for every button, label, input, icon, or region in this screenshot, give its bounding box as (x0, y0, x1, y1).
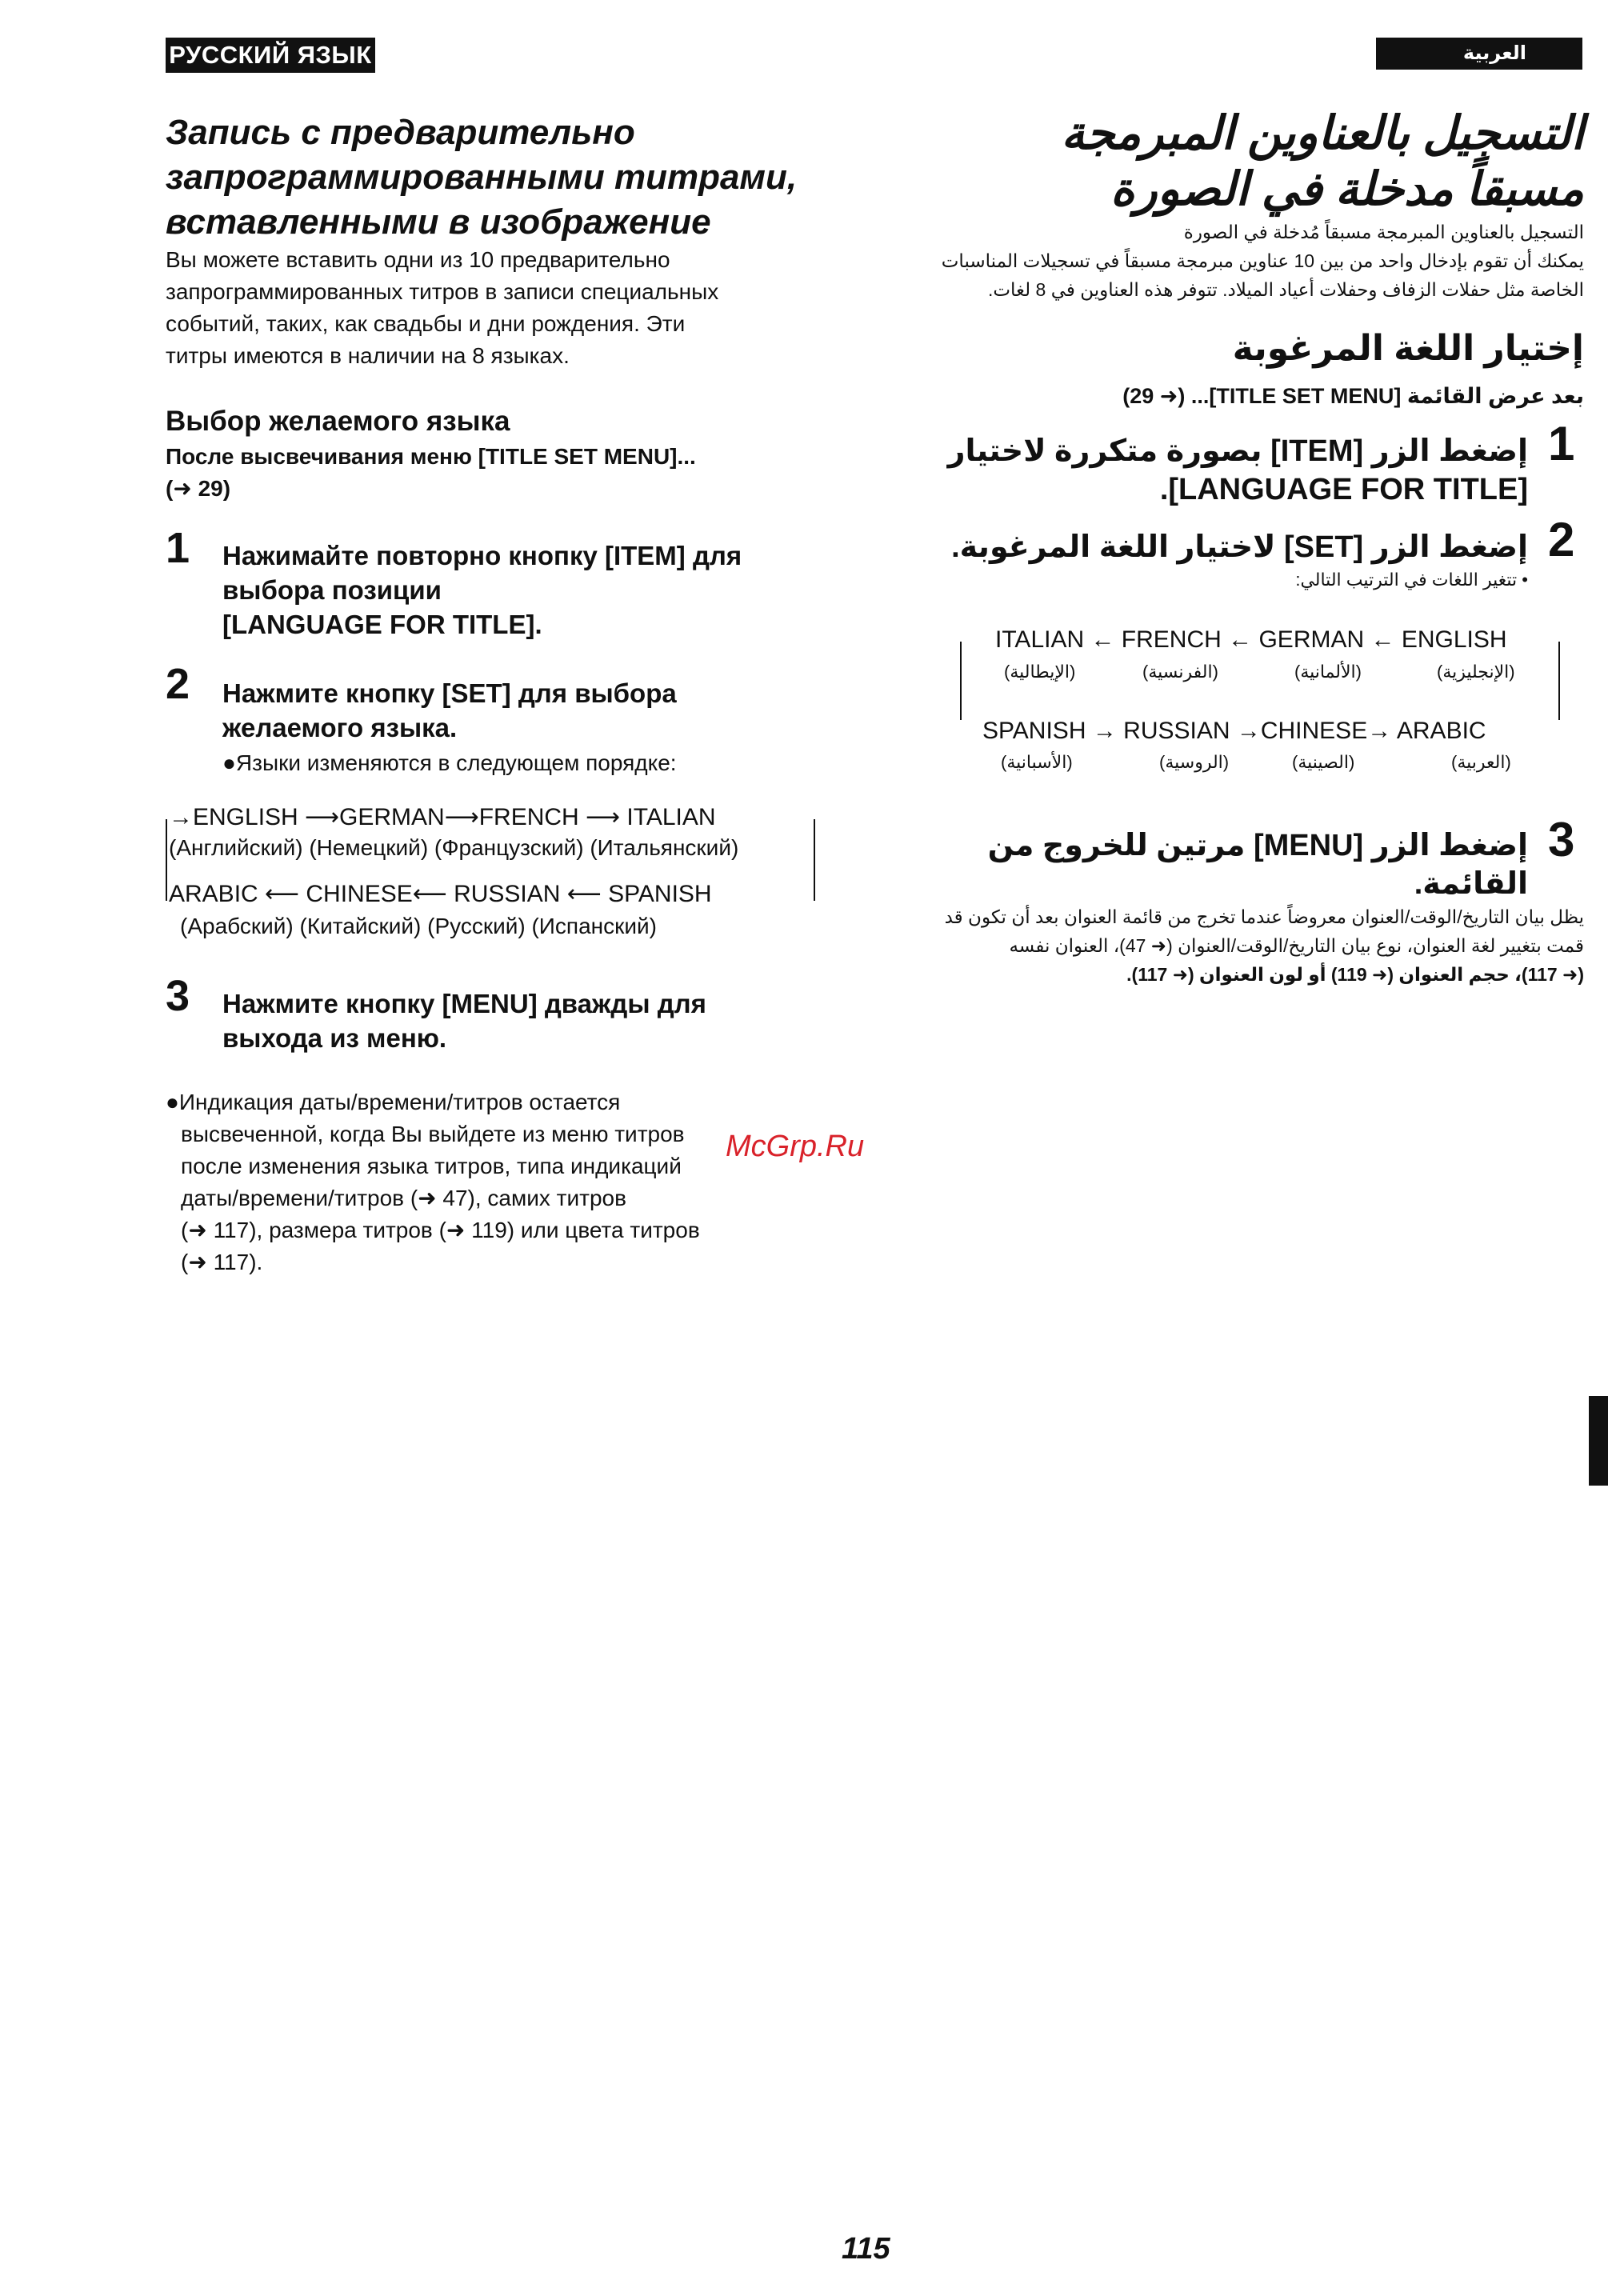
arabic-note (880, 902, 1584, 989)
intro-line: событий, таких, как свадьбы и дни рождения. Эти (166, 311, 686, 336)
intro-line: Вы можете вставить одни из 10 предварительно (166, 247, 670, 272)
diagram-row-1: →ENGLISH ⟶GERMAN⟶FRENCH ⟶ ITALIAN (169, 804, 716, 830)
diagram-row-1-translation: (Английский) (Немецкий) (Французский) (Итальянский) (169, 835, 739, 860)
note-line: يظل بيان التاريخ/الوقت/العنوان معروضاً عندما تخرج من قائمة العنوان بعد أن تكون قد (944, 906, 1584, 927)
step-1-text (222, 538, 846, 642)
diagram-row-1-translation: (الإنجليزية) (1437, 662, 1515, 682)
title-line: запрограммированными титрами, (166, 158, 798, 197)
subtitle-line: (➜ 29) (166, 476, 231, 501)
arabic-language-cycle-diagram (960, 624, 1562, 772)
step-line: выхода из меню. (222, 1023, 447, 1053)
step-line: [LANGUAGE FOR TITLE]. (1159, 473, 1528, 506)
diagram-row-2-translation: (الصينية) (1292, 752, 1355, 772)
note-line: даты/времени/титров (➜ 47), самих титров (181, 1186, 626, 1210)
step-line: إضغط الزر [MENU] مرتين للخروج من القائمة. (987, 829, 1528, 901)
title-line: التسجيل بالعناوين المبرمجة (1061, 107, 1584, 159)
intro-line: التسجيل بالعناوين المبرمجة مسبقاً مُدخلة في الصورة (1183, 222, 1584, 242)
note-line: (➜ 117)، حجم العنوان (➜ 119) أو لون العنوان (➜ 117). (1126, 964, 1584, 985)
russian-intro (166, 244, 854, 372)
page-edge-tab (1589, 1396, 1608, 1486)
note-line: (➜ 117), размера титров (➜ 119) или цвета титров (181, 1218, 700, 1242)
step-line: [LANGUAGE FOR TITLE]. (222, 610, 542, 639)
step-line: желаемого языка. (222, 713, 458, 742)
note-line: قمت بتغيير لغة العنوان، نوع بيان التاريخ/الوقت/العنوان (➜ 47)، العنوان نفسه (1009, 935, 1584, 956)
watermark: McGrp.Ru (726, 1130, 865, 1163)
step-1-number: 1 (166, 524, 190, 572)
diagram-row-1-translation: (الفرنسية) (1142, 662, 1218, 682)
step-3-number: 3 (166, 972, 190, 1020)
diagram-left-bracket (960, 642, 962, 720)
title-line: مسبقاً مدخلة في الصورة (1110, 163, 1584, 215)
arabic-step-3-number: 3 (1548, 813, 1575, 866)
note-line: ●Индикация даты/времени/титров остается (166, 1090, 621, 1114)
intro-line: يمكنك أن تقوم بإدخال واحد من بين 10 عناوين مبرمجة مسبقاً في تسجيلات المناسبات (941, 250, 1584, 271)
step-2-number: 2 (166, 660, 190, 708)
step-line: Нажмите кнопку [MENU] дважды для (222, 989, 706, 1018)
arabic-section-subtitle: بعد عرض القائمة [TITLE SET MENU]... (➜ 29) (1122, 384, 1584, 408)
arabic-intro (864, 218, 1584, 304)
step-line: Нажимайте повторно кнопку [ITEM] для (222, 541, 742, 570)
step-2-note: ●Языки изменяются в следующем порядке: (222, 750, 677, 775)
diagram-left-bracket (166, 819, 167, 901)
russian-language-cycle-diagram (166, 802, 818, 938)
arabic-step-1-text (872, 432, 1528, 509)
note-line: (➜ 117). (181, 1250, 263, 1274)
step-line: إضغط الزر [SET] لاختيار اللغة المرغوبة. (951, 530, 1528, 564)
arabic-step-1-number: 1 (1548, 417, 1575, 470)
arabic-language-tab: العربية (1376, 38, 1582, 70)
title-line: вставленными в изображение (166, 202, 711, 242)
note-line: после изменения языка титров, типа индикаций (181, 1154, 682, 1178)
arabic-step-2-number: 2 (1548, 513, 1575, 566)
note-line: высвеченной, когда Вы выйдете из меню титров (181, 1122, 685, 1146)
arabic-step-2-text (872, 528, 1528, 566)
diagram-row-2-translation: (العربية) (1451, 752, 1511, 772)
step-3-text (222, 986, 846, 1055)
diagram-row-2: SPANISH → RUSSIAN →CHINESE→ ARABIC (982, 718, 1486, 744)
step-2-text (222, 676, 846, 745)
subtitle-line: После высвечивания меню [TITLE SET MENU]... (166, 444, 696, 469)
arabic-title (864, 106, 1584, 218)
intro-line: الخاصة مثل حفلات الزفاف وحفلات أعياد الميلاد. تتوفر هذه العناوين في 8 لغات. (987, 279, 1584, 300)
diagram-row-1-translation: (الإيطالية) (1004, 662, 1076, 682)
russian-section-title: Выбор желаемого языка (166, 406, 510, 437)
arabic-section-title: إختيار اللغة المرغوبة (1232, 329, 1584, 368)
diagram-row-2-translation: (الأسبانية) (1001, 752, 1073, 772)
diagram-row-2: ARABIC ⟵ CHINESE⟵ RUSSIAN ⟵ SPANISH (169, 881, 712, 907)
diagram-row-1: ITALIAN ← FRENCH ← GERMAN ← ENGLISH (995, 626, 1507, 653)
arabic-step-2-note: • تتغير اللغات في الترتيب التالي: (1295, 570, 1528, 590)
title-line: Запись с предварительно (166, 113, 635, 152)
page-number: 115 (842, 2232, 890, 2266)
diagram-right-bracket (814, 819, 815, 901)
russian-bullet-note (166, 1086, 830, 1278)
step-line: إضغط الزر [ITEM] بصورة متكررة لاختيار (947, 434, 1528, 468)
arabic-step-3-text (872, 826, 1528, 903)
diagram-row-2-translation: (الروسية) (1159, 752, 1230, 772)
diagram-right-bracket (1558, 642, 1560, 720)
intro-line: запрограммированных титров в записи специальных (166, 279, 719, 304)
diagram-row-1-translation: (الألمانية) (1294, 662, 1362, 682)
russian-title (166, 110, 854, 245)
russian-language-tab: РУССКИЙ ЯЗЫК (166, 38, 375, 73)
intro-line: титры имеются в наличии на 8 языках. (166, 343, 570, 368)
step-line: Нажмите кнопку [SET] для выбора (222, 678, 677, 708)
step-line: выбора позиции (222, 575, 442, 605)
russian-section-subtitle (166, 441, 696, 505)
diagram-row-2-translation: (Арабский) (Китайский) (Русский) (Испанский) (180, 914, 657, 938)
